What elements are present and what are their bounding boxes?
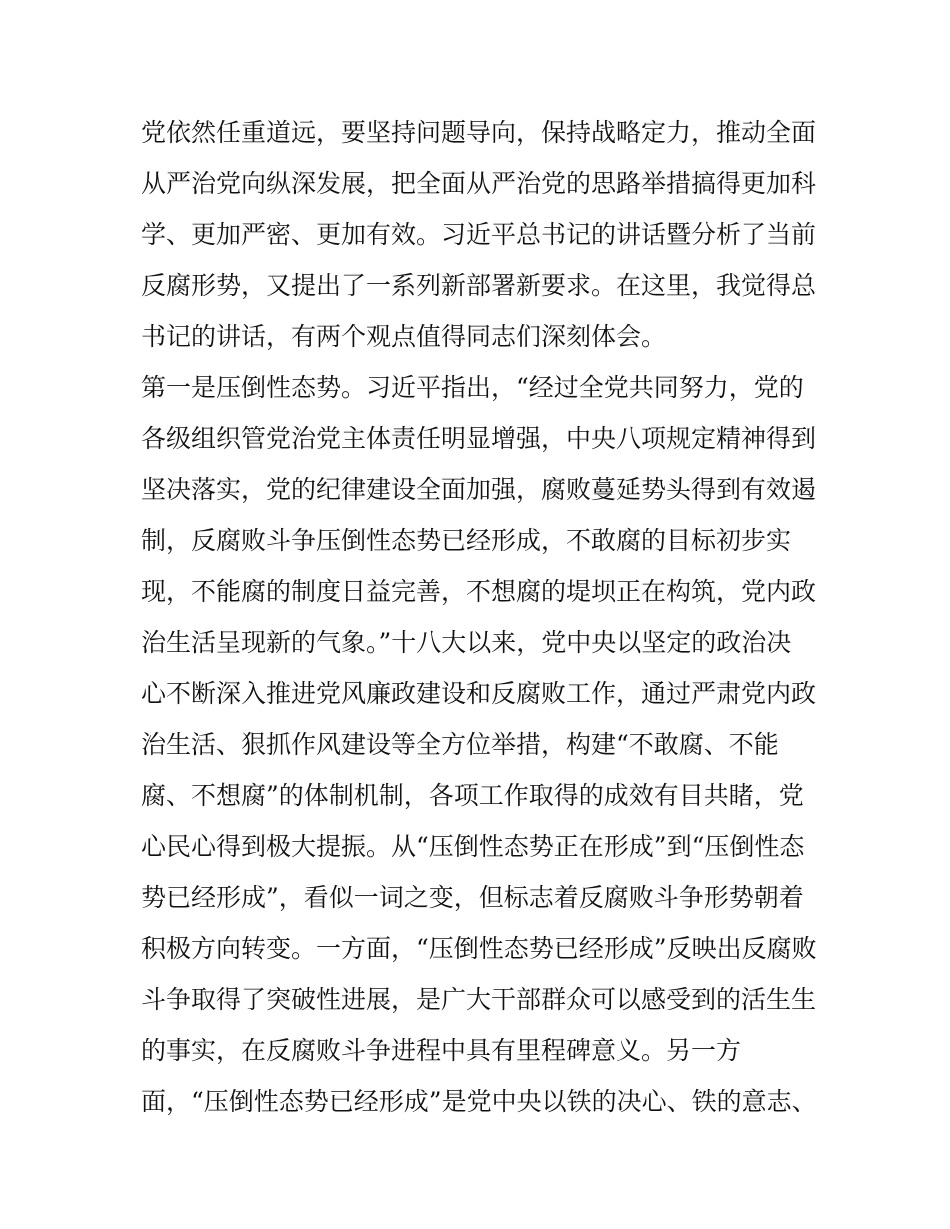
text-line-9: 制，反腐败斗争压倒性态势已经形成，不敢腐的目标初步实 <box>141 526 792 555</box>
text-line-11: 治生活呈现新的气象。”十八大以来，党中央以坚定的政治决 <box>141 628 792 657</box>
text-line-18: 斗争取得了突破性进展，是广大干部群众可以感受到的活生生 <box>141 985 817 1014</box>
text-line-16: 势已经形成”，看似一词之变，但标志着反腐败斗争形势朝着 <box>141 883 804 912</box>
text-line-17: 积极方向转变。一方面，“压倒性态势已经形成”反映出反腐败 <box>141 934 817 963</box>
text-line-13: 治生活、狠抓作风建设等全方位举措，构建“不敢腐、不能 <box>141 730 779 759</box>
text-line-7: 各级组织管党治党主体责任明显增强，中央八项规定精神得到 <box>141 424 817 453</box>
text-line-6: 第一是压倒性态势。习近平指出，“经过全党共同努力，党的 <box>141 373 804 402</box>
text-line-10: 现，不能腐的制度日益完善，不想腐的堤坝正在构筑，党内政 <box>141 577 817 606</box>
text-line-3: 学、更加严密、更加有效。习近平总书记的讲话暨分析了当前 <box>141 220 817 249</box>
text-line-14: 腐、不想腐”的体制机制，各项工作取得的成效有目共睹，党 <box>141 781 804 810</box>
text-line-2: 从严治党向纵深发展，把全面从严治党的思路举措搞得更加科 <box>141 169 817 198</box>
body-text <box>141 107 821 1127</box>
text-line-12: 心不断深入推进党风廉政建设和反腐败工作，通过严肃党内政 <box>141 679 817 708</box>
text-line-20: 面，“压倒性态势已经形成”是党中央以铁的决心、铁的意志、 <box>141 1087 817 1116</box>
text-line-4: 反腐形势，又提出了一系列新部署新要求。在这里，我觉得总 <box>141 271 817 300</box>
text-line-1: 党依然任重道远，要坚持问题导向，保持战略定力，推动全面 <box>141 118 817 147</box>
text-line-15: 心民心得到极大提振。从“压倒性态势正在形成”到“压倒性态 <box>141 832 805 861</box>
text-line-19: 的事实，在反腐败斗争进程中具有里程碑意义。另一方 <box>141 1036 742 1065</box>
text-line-8: 坚决落实，党的纪律建设全面加强，腐败蔓延势头得到有效遏 <box>141 475 817 504</box>
text-line-5: 书记的讲话，有两个观点值得同志们深刻体会。 <box>141 322 667 351</box>
